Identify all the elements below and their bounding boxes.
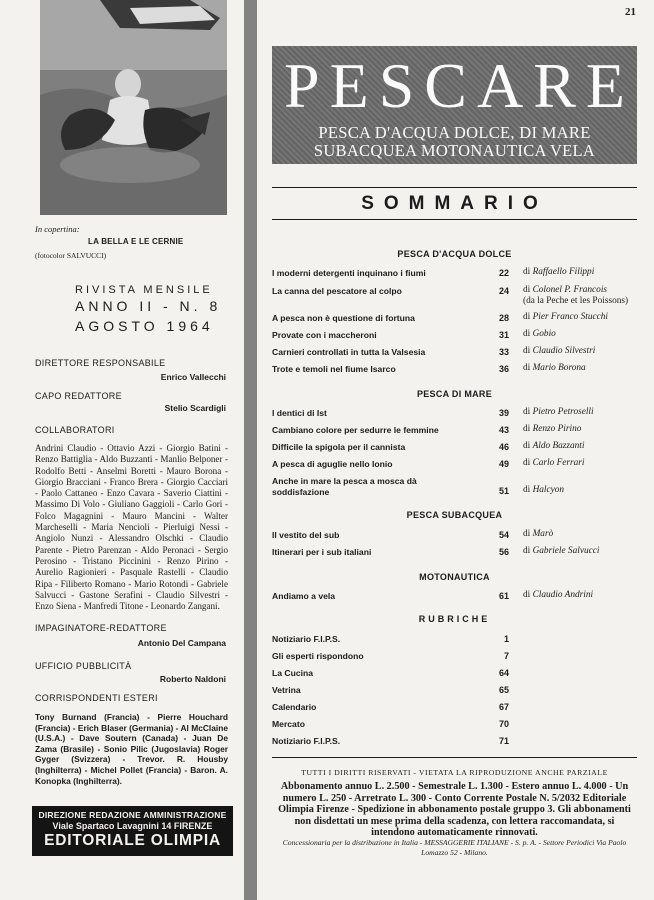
cover-title: LA BELLA E LE CERNIE [88, 237, 184, 246]
toc-entry-author: di Raffaello Filippi [523, 267, 595, 277]
toc-entry-page: 71 [498, 736, 509, 746]
toc-entry-author: di Marò [523, 529, 554, 539]
publisher-offices: DIREZIONE REDAZIONE AMMINISTRAZIONE [38, 810, 227, 820]
toc-entry-page: 56 [498, 547, 509, 557]
magazine-type: RIVISTA MENSILE [75, 284, 213, 296]
section-heading: PESCA D'ACQUA DOLCE [397, 249, 512, 259]
toc-entry-title[interactable]: Mercato [272, 719, 305, 729]
director-name: Enrico Vallecchi [160, 372, 226, 382]
advertising-name: Roberto Naldoni [159, 674, 226, 684]
toc-entry-page: 28 [498, 313, 509, 323]
toc-entry-author: di Pier Franco Stucchi [523, 312, 608, 322]
masthead-title: PESCARE [284, 50, 635, 121]
toc-entry-page: 67 [498, 702, 509, 712]
toc-entry-title[interactable]: I dentici di Ist [272, 408, 327, 418]
toc-entry-page: 61 [498, 591, 509, 601]
toc-entry-author: di Gobio [523, 329, 556, 339]
toc-entry-title[interactable]: A pesca di aguglie nello Ionio [272, 459, 393, 469]
column-divider [244, 0, 257, 900]
toc-entry-page: 24 [498, 286, 509, 296]
toc-entry-page: 31 [498, 330, 509, 340]
toc-entry-title[interactable]: Cambiano colore per sedurre le femmine [272, 425, 439, 435]
toc-entry-page: 64 [498, 668, 509, 678]
section-heading: PESCA SUBACQUEA [406, 510, 503, 520]
correspondents-role: CORRISPONDENTI ESTERI [35, 693, 158, 703]
divider [272, 757, 637, 758]
toc-entry-author: di Renzo Pirino [523, 424, 582, 434]
masthead [272, 46, 637, 164]
toc-entry-page: 22 [498, 268, 509, 278]
chief-editor-role: CAPO REDATTORE [35, 391, 122, 401]
masthead-subtitle-2: SUBACQUEA MOTONAUTICA VELA [313, 141, 596, 160]
toc-entry-page: 54 [498, 530, 509, 540]
rights-notice: TUTTI I DIRITTI RISERVATI - VIETATA LA RIPRODUZIONE ANCHE PARZIALE [301, 768, 608, 777]
director-role: DIRETTORE RESPONSABILE [35, 358, 166, 368]
subscription-info: Abbonamento annuo L. 2.500 - Semestrale L. 1.300 - Estero annuo L. 4.000 - Un numero L. 250 - Arretrato L. 300 - Conto Corrente Postale N. 5/2032 Editoriale Olimpia Firenze - Spedizione in abbonamento postale gruppo 3. Gli abbonamenti non disdettati un mese prima della scadenza, con lettera raccomandata, si intendono automaticamente rinnovati. [278, 781, 631, 839]
correspondents-list: Tony Burnand (Francia) - Pierre Houchard (Francia) - Erich Blaser (Germania) - Al McClaine (U.S.A.) - Dave Soutern (Canada) - Juan De Zama (Brasile) - Sonio Pilic (Jugoslavia) Roger Gyger (Svizzera) - Trevor. R. Housby (Inghilterra) - Michel Pollet (Francia) - Baron. A. Konopka (Inghilterra). [35, 712, 228, 786]
toc-entry-page: 33 [498, 347, 509, 357]
advertising-role: UFFICIO PUBBLICITÀ [35, 661, 132, 671]
toc-entry-page: 43 [498, 425, 509, 435]
toc-entry-page: 7 [503, 651, 509, 661]
publisher-name: EDITORIALE OLIMPIA [44, 832, 221, 849]
toc-entry-author: di Claudio Silvestri [523, 346, 596, 356]
toc-entry-title[interactable]: A pesca non è questione di fortuna [272, 313, 415, 323]
divider [272, 187, 637, 188]
toc-entry-title[interactable]: Vetrina [272, 685, 301, 695]
toc-entry-title[interactable]: Il vestito del sub [272, 530, 340, 540]
toc-entry-page: 51 [498, 486, 509, 496]
toc-entry-title[interactable]: Trote e temoli nel fiume Isarco [272, 364, 396, 374]
toc-entry-title[interactable]: Andiamo a vela [272, 591, 336, 601]
toc-entry-page: 70 [498, 719, 509, 729]
publisher-address: Viale Spartaco Lavagnini 14 FIRENZE [52, 821, 213, 831]
toc-entry-title[interactable]: La Cucina [272, 668, 314, 678]
toc-entry-page: 36 [498, 364, 509, 374]
layout-editor-role: IMPAGINATORE-REDATTORE [35, 623, 167, 633]
page-number: 21 [625, 6, 636, 18]
summary-title: SOMMARIO [361, 193, 548, 214]
toc-entry-author: di Gabriele Salvucci [523, 546, 600, 556]
toc-entry-title[interactable]: I moderni detergenti inquinano i fiumi [272, 268, 426, 278]
toc-entry-page: 39 [498, 408, 509, 418]
toc-entry-page: 1 [503, 634, 509, 644]
toc-entry-title[interactable]: Notiziario F.I.P.S. [272, 736, 341, 746]
toc-entry-author: di Carlo Ferrari [523, 458, 585, 468]
layout-editor-name: Antonio Del Campana [137, 638, 226, 648]
toc-entry-author: di Aldo Bazzanti [523, 441, 585, 451]
toc-entry-author: di Claudio Andrini [523, 590, 594, 600]
toc-entry-title[interactable]: Notiziario F.I.P.S. [272, 634, 341, 644]
toc-entry-title[interactable]: Calendario [272, 702, 317, 712]
cover-intro: In copertina: [35, 224, 80, 234]
publisher-box [32, 806, 233, 856]
toc-entry-author: di Mario Borona [523, 363, 586, 373]
cover-photo [40, 0, 227, 215]
distribution-info: Concessionaria per la distribuzione in Italia - MESSAGGERIE ITALIANE - S. p. A. - Settore Periodici Via Paolo Lomazzo 52 - Milano. [282, 838, 627, 857]
toc-entry-title[interactable]: Itinerari per i sub italiani [272, 547, 372, 557]
toc-entry-author: di Halcyon [523, 485, 565, 495]
masthead-subtitle-1: PESCA D'ACQUA DOLCE, DI MARE [318, 123, 591, 142]
toc-entry-page: 46 [498, 442, 509, 452]
divider [272, 219, 637, 220]
toc-entry-author: di Colonel P. Francois (da la Peche et les Poissons) [523, 285, 629, 306]
chief-editor-name: Stelio Scardigli [164, 403, 226, 413]
section-heading: RUBRICHE [418, 614, 491, 624]
toc-entry-page: 65 [498, 685, 509, 695]
toc-entry-title[interactable]: Gli esperti rispondono [272, 651, 364, 661]
magazine-issue: ANNO II - N. 8 [75, 298, 222, 314]
cover-credit: (fotocolor SALVUCCI) [35, 251, 107, 260]
toc-entry-title[interactable]: Provate con i maccheroni [272, 330, 377, 340]
collaborators-list: Andrini Claudio - Ottavio Azzi - Giorgio Batini - Renzo Battiglia - Aldo Buzzanti - Manlio Belponer - Rodolfo Betti - Anselmi Boretti - Mauro Borona - Giorgio Bracciani - Franco Brera - Giorgio Cacciari - Paolo Cattaneo - Enzo Cavara - Saverio Ciattini - Massimo Di Volo - Giuliano Gaggioli - Carlo Gori - Folco Magagnini - Mauro Mancini - Walter Marcheselli - Maria Nencioli - Pierluigi Nessi - Angiolo Nunzi - Alessandro Olschki - Claudio Parente - Pietro Parenzan - Aldo Peronaci - Sergio Perosino - Tristano Piccinini - Renzo Pirino - Aurelio Ragionieri - Pasquale Rastelli - Claudio Ripa - Filiberto Romano - Mario Rotondi - Gabriele Salvucci - Gastone Serafini - Claudio Silvestri - Enzo Siena - Manfredi Titone - Leonardo Zangani. [35, 443, 228, 612]
toc-entry-title[interactable]: Anche in mare la pesca a mosca dà soddisfazione [272, 476, 417, 497]
collaborators-role: COLLABORATORI [35, 425, 115, 435]
toc-entry-title[interactable]: La canna del pescatore al colpo [272, 286, 402, 296]
toc-entry-title[interactable]: Carnieri controllati in tutta la Valsesia [272, 347, 426, 357]
toc-entry-title[interactable]: Difficile la spigola per il cannista [272, 442, 406, 452]
section-heading: MOTONAUTICA [419, 572, 490, 582]
magazine-date: AGOSTO 1964 [75, 318, 214, 334]
section-heading: PESCA DI MARE [416, 389, 493, 399]
toc-entry-author-note: (da la Peche et les Poissons) [523, 296, 629, 306]
toc-entry-page: 49 [498, 459, 509, 469]
toc-entry-author: di Pietro Petroselli [523, 407, 594, 417]
